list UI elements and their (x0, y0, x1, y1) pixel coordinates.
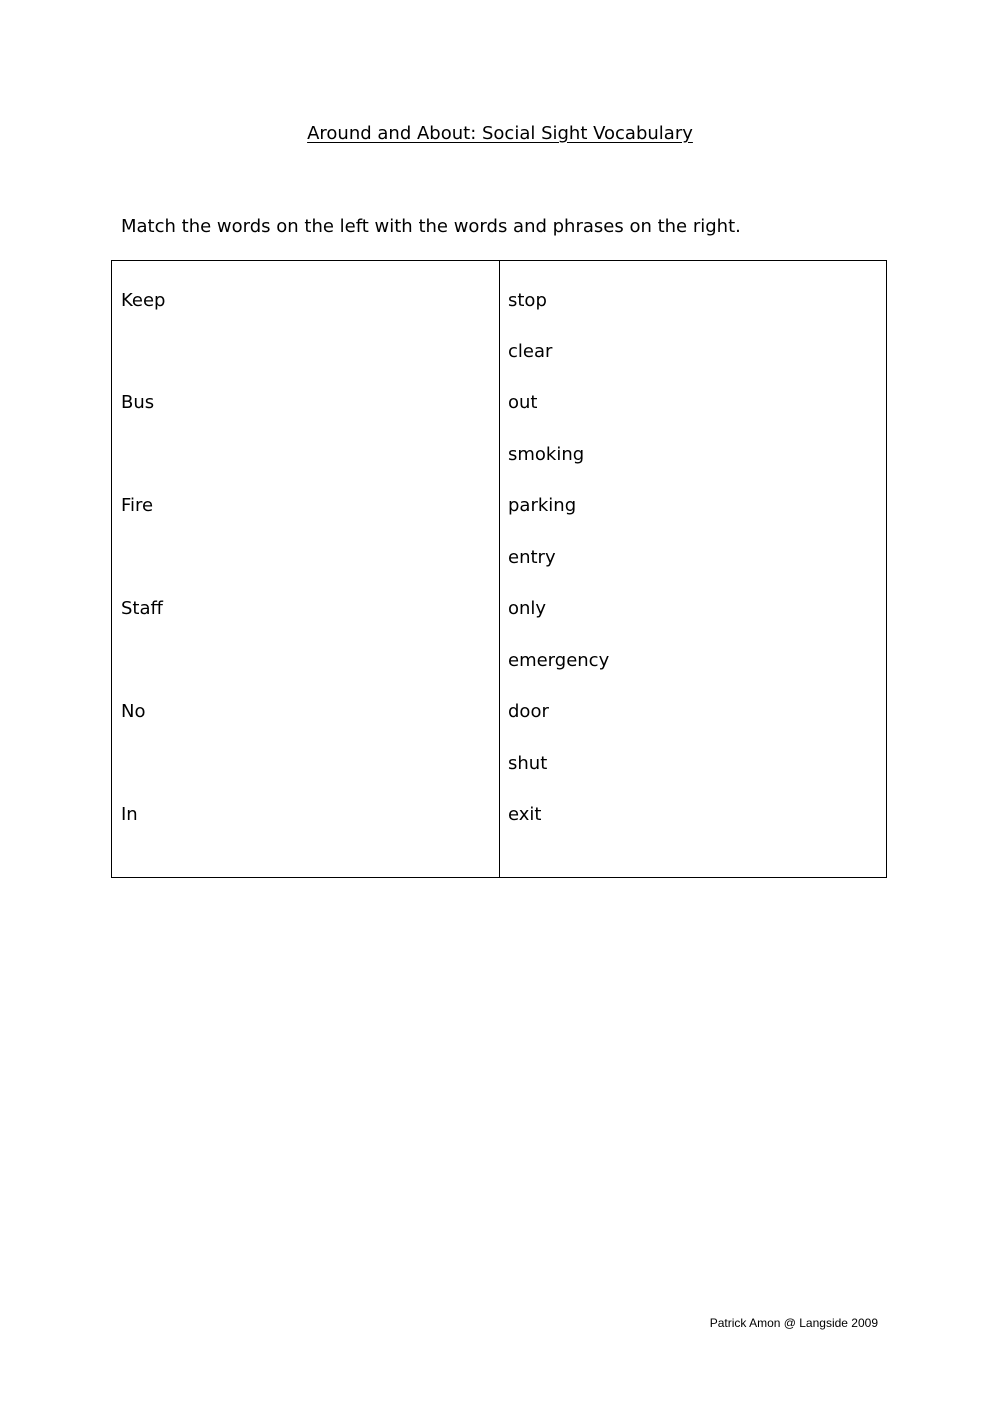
right-word[interactable]: only (508, 598, 547, 619)
left-word[interactable]: No (121, 701, 146, 722)
left-word[interactable]: Staff (121, 598, 163, 619)
right-word[interactable]: clear (508, 341, 553, 362)
right-word[interactable]: exit (508, 804, 542, 825)
left-word[interactable]: In (121, 804, 138, 825)
left-word[interactable]: Fire (121, 495, 154, 516)
right-word[interactable]: emergency (508, 650, 610, 671)
right-word[interactable]: smoking (508, 444, 585, 465)
column-divider (499, 261, 500, 877)
left-word[interactable]: Keep (121, 290, 166, 311)
right-word[interactable]: stop (508, 290, 547, 311)
matching-table (111, 260, 887, 878)
right-word[interactable]: out (508, 392, 538, 413)
instruction-text: Match the words on the left with the words and phrases on the right. (121, 216, 741, 237)
author-footer: Patrick Amon @ Langside 2009 (709, 1316, 878, 1330)
right-word[interactable]: shut (508, 753, 548, 774)
right-word[interactable]: door (508, 701, 549, 722)
right-word[interactable]: parking (508, 495, 577, 516)
worksheet-title-text: Around and About: Social Sight Vocabulary (307, 123, 693, 144)
left-word[interactable]: Bus (121, 392, 155, 413)
worksheet-title (0, 122, 1000, 146)
right-word[interactable]: entry (508, 547, 556, 568)
